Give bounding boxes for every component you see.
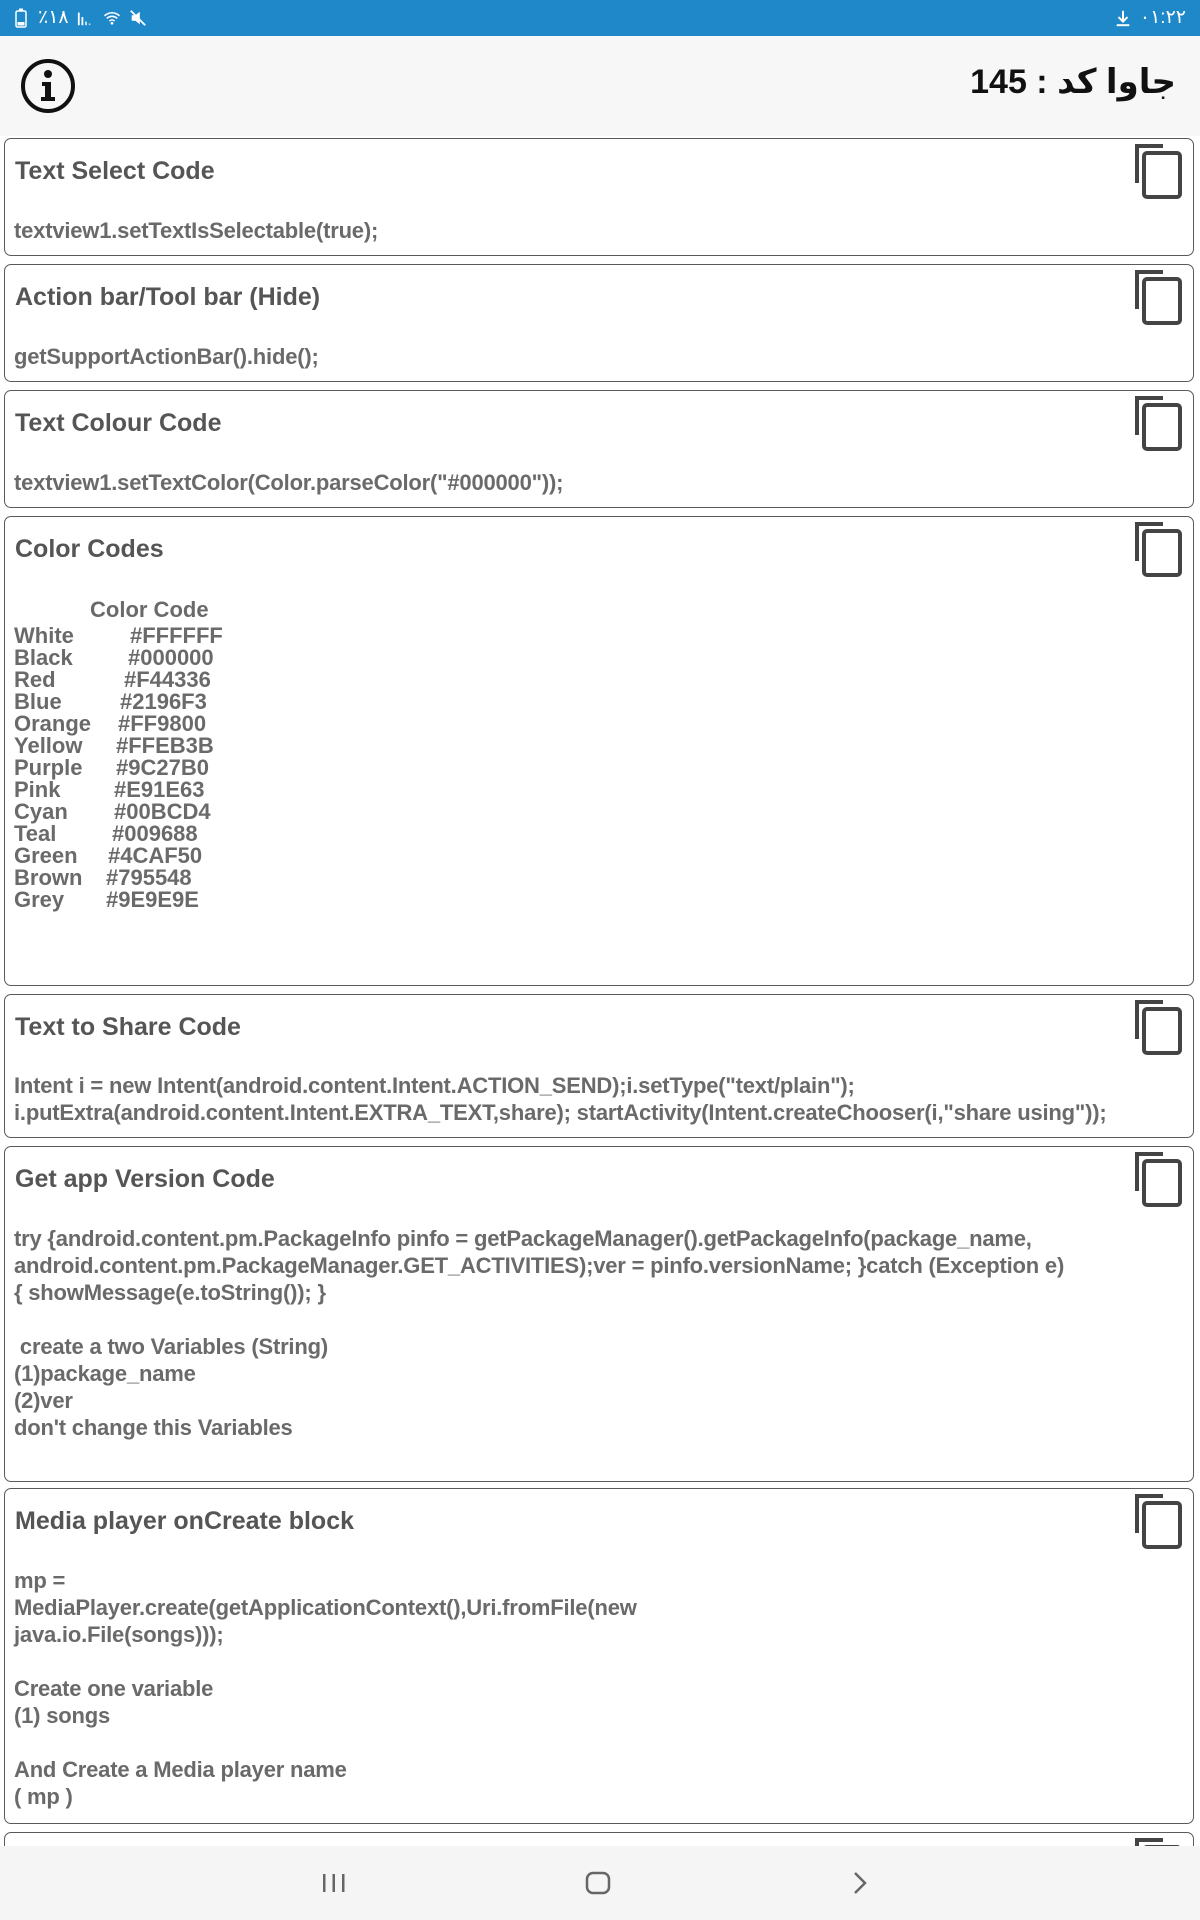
wifi-icon xyxy=(103,8,121,28)
page-title: جاوا کد : 145 xyxy=(970,63,1176,101)
card-code: Intent i = new Intent(android.content.Intent.ACTION_SEND);i.setType("text/plain"); i.putExtra(android.content.Intent.EXTRA_TEXT,share); startActivity(Intent.createChooser(i,"share using")); xyxy=(14,1073,1107,1125)
back-icon[interactable] xyxy=(840,1863,880,1903)
status-right xyxy=(1114,6,1186,29)
info-circle-icon xyxy=(20,58,76,114)
color-name: Grey xyxy=(14,887,65,912)
download-icon xyxy=(1114,8,1132,28)
system-nav-bar xyxy=(0,1846,1200,1920)
code-card-text-select xyxy=(4,138,1194,256)
code-card-color-codes xyxy=(4,516,1194,986)
copy-icon[interactable] xyxy=(1133,395,1185,453)
code-card-app-version xyxy=(4,1146,1194,1482)
card-code: textview1.setTextIsSelectable(true); xyxy=(14,218,379,243)
battery-icon xyxy=(12,8,30,28)
color-name: Cyan xyxy=(14,799,68,824)
copy-icon[interactable] xyxy=(1133,999,1185,1057)
info-button[interactable] xyxy=(20,58,76,114)
color-name: Purple xyxy=(14,755,83,780)
card-title: Text Select Code xyxy=(15,157,215,185)
color-row xyxy=(14,887,314,914)
color-hex-code: #F44336 xyxy=(124,667,211,692)
card-code: getSupportActionBar().hide(); xyxy=(14,344,319,369)
code-card-text-share xyxy=(4,994,1194,1138)
color-hex-code: #000000 xyxy=(128,645,214,670)
card-code: mp = MediaPlayer.create(getApplicationContext(),Uri.fromFile(new java.io.File(songs))); Create one variable (1) songs And Create a Media player name ( mp ) xyxy=(14,1568,637,1809)
copy-icon[interactable] xyxy=(1133,143,1185,201)
color-table-header: Color Code xyxy=(90,597,209,622)
color-name: Red xyxy=(14,667,56,692)
color-name: Brown xyxy=(14,865,83,890)
color-name: Black xyxy=(14,645,73,670)
color-hex-code: #00BCD4 xyxy=(114,799,211,824)
color-name: Green xyxy=(14,843,78,868)
color-hex-code: #795548 xyxy=(106,865,192,890)
color-hex-code: #FFEB3B xyxy=(116,733,214,758)
code-card-next-partial xyxy=(4,1832,1194,1846)
status-bar xyxy=(0,0,1200,36)
recent-apps-icon[interactable] xyxy=(314,1863,354,1903)
app-header xyxy=(0,36,1200,136)
signal-icon xyxy=(77,8,95,28)
color-name: Yellow xyxy=(14,733,83,758)
copy-icon[interactable] xyxy=(1133,521,1185,579)
color-hex-code: #9C27B0 xyxy=(116,755,209,780)
code-list[interactable] xyxy=(0,136,1200,1846)
copy-icon[interactable] xyxy=(1133,1837,1185,1846)
card-title: Text to Share Code xyxy=(15,1013,241,1041)
color-hex-code: #FFFFFF xyxy=(130,623,223,648)
card-title: Media player onCreate block xyxy=(15,1507,355,1535)
code-card-text-colour xyxy=(4,390,1194,508)
card-title: Action bar/Tool bar (Hide) xyxy=(15,283,321,311)
color-hex-code: #009688 xyxy=(112,821,198,846)
card-title: Text Colour Code xyxy=(15,409,222,437)
battery-percent: ٪۱۸ xyxy=(38,7,69,28)
card-title: Color Codes xyxy=(15,535,164,563)
color-hex-code: #E91E63 xyxy=(114,777,205,802)
card-code: try {android.content.pm.PackageInfo pinfo = getPackageManager().getPackageInfo(package_name, android.content.pm.PackageManager.GET_ACTIVITIES);ver = pinfo.versionName; }catch (Exception e) { showMessage(e.toString()); } create a two Variables (String) (1)package_name (2)ver don't change this Variables xyxy=(14,1226,1065,1440)
color-hex-code: #9E9E9E xyxy=(106,887,199,912)
home-icon[interactable] xyxy=(578,1863,618,1903)
color-name: Pink xyxy=(14,777,61,802)
mute-icon xyxy=(129,8,147,28)
copy-icon[interactable] xyxy=(1133,1151,1185,1209)
color-name: Orange xyxy=(14,711,92,736)
color-hex-code: #2196F3 xyxy=(120,689,207,714)
code-card-actionbar-hide xyxy=(4,264,1194,382)
copy-icon[interactable] xyxy=(1133,269,1185,327)
color-name: White xyxy=(14,623,74,648)
color-name: Blue xyxy=(14,689,62,714)
color-hex-code: #FF9800 xyxy=(118,711,207,736)
card-code: textview1.setTextColor(Color.parseColor("#000000")); xyxy=(14,470,564,495)
copy-icon[interactable] xyxy=(1133,1493,1185,1551)
clock: ۰۱:۲۲ xyxy=(1139,7,1186,28)
code-card-media-player xyxy=(4,1488,1194,1824)
color-name: Teal xyxy=(14,821,57,846)
color-hex-code: #4CAF50 xyxy=(108,843,203,868)
status-left xyxy=(12,6,147,29)
card-title: Get app Version Code xyxy=(15,1165,275,1193)
